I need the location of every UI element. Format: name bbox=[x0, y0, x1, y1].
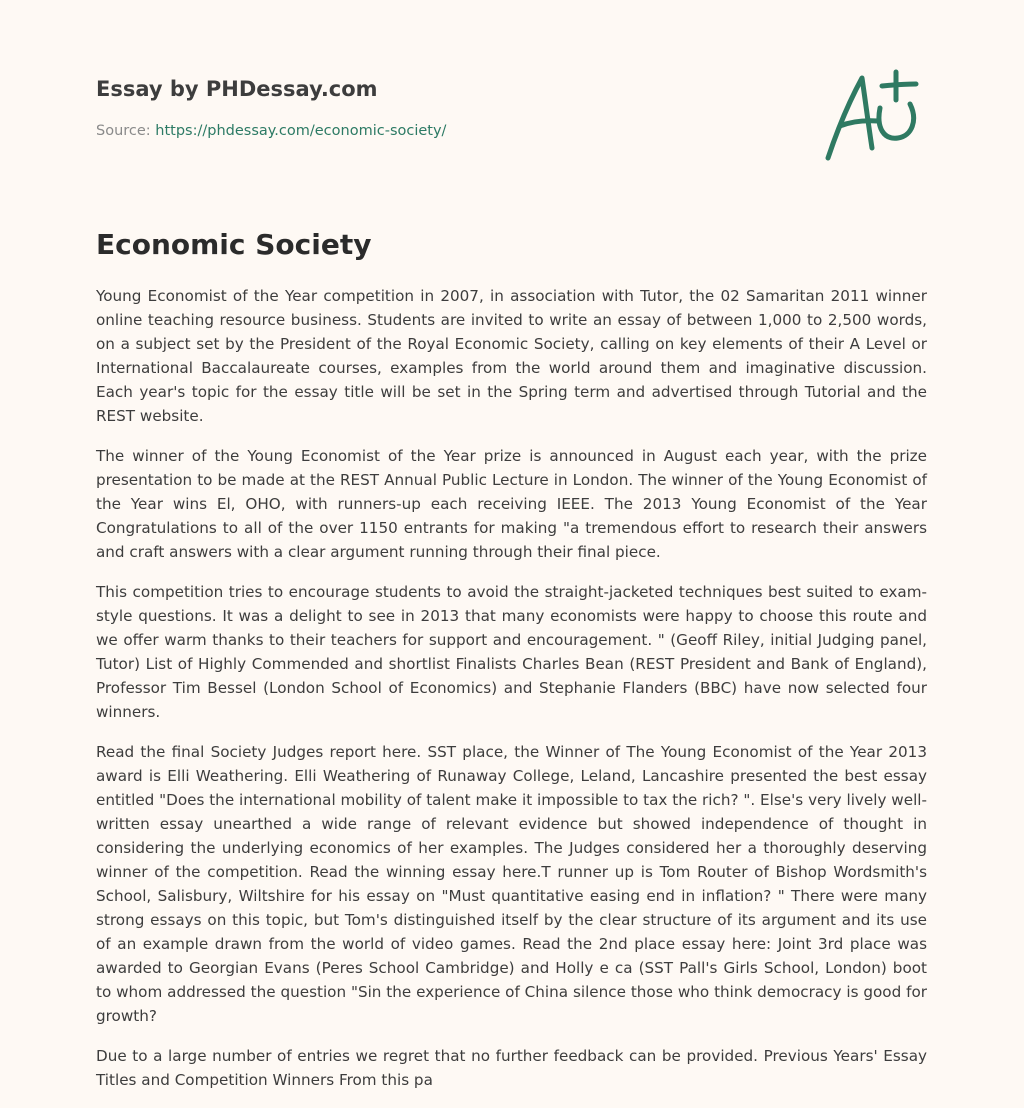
paragraph: Read the final Society Judges report here. SST place, the Winner of The Young Economist of the Year 2013 award is Elli Weathering. Elli Weathering of Runaway College, Leland, Lancashire presented the best essay entitled "Does the international mobility of talent make it impossible to tax the rich? ". Else's very lively well-written essay unearthed a wide range of relevant evidence but showed independence of thought in considering the underlying economics of her examples. The Judges considered her a thoroughly deserving winner of the competition. Read the winning essay here.T runner up is Tom Router of Bishop Wordsmith's School, Salisbury, Wiltshire for his essay on "Must quantitative easing end in inflation? " There were many strong essays on this topic, but Tom's distinguished itself by the clear structure of its argument and its use of an example drawn from the world of video games. Read the 2nd place essay here: Joint 3rd place was awarded to Georgian Evans (Peres School Cambridge) and Holly e ca (SST Pall's Girls School, London) boot to whom addressed the question "Sin the experience of China silence those who think democracy is good for growth? bbox=[96, 743, 927, 1025]
article-body bbox=[96, 284, 927, 1108]
page-header bbox=[96, 74, 936, 141]
paragraph: This competition tries to encourage students to avoid the straight-jacketed techniques best suited to exam-style questions. It was a delight to see in 2013 that many economists were happy to choose this route and we offer warm thanks to their teachers for support and encouragement. " (Geoff Riley, initial Judging panel, Tutor) List of Highly Commended and shortlist Finalists Charles Bean (REST President and Bank of England), Professor Tim Bessel (London School of Economics) and Stephanie Flanders (BBC) have now selected four winners. bbox=[96, 583, 927, 721]
source-link[interactable]: https://phdessay.com/economic-society/ bbox=[155, 123, 447, 139]
paragraph: The winner of the Young Economist of the Year prize is announced in August each year, with the prize presentation to be made at the REST Annual Public Lecture in London. The winner of the Young Economist of the Year wins El, OHO, with runners-up each receiving IEEE. The 2013 Young Economist of the Year Congratulations to all of the over 1150 entrants for making "a tremendous effort to research their answers and craft answers with a clear argument running through their final piece. bbox=[96, 447, 927, 561]
paragraph: Due to a large number of entries we regret that no further feedback can be provided. Previous Years' Essay Titles and Competition Winners From this pa bbox=[96, 1047, 927, 1089]
source-line bbox=[96, 121, 936, 141]
paragraph: Young Economist of the Year competition in 2007, in association with Tutor, the 02 Samaritan 2011 winner online teaching resource business. Students are invited to write an essay of between 1,000 to 2,500 words, on a subject set by the President of the Royal Economic Society, calling on key elements of their A Level or International Baccalaureate courses, examples from the world around them and imaginative discussion. Each year's topic for the essay title will be set in the Spring term and advertised through Tutorial and the REST website. bbox=[96, 287, 927, 425]
site-title: Essay by PHDessay.com bbox=[96, 77, 378, 101]
source-label: Source: bbox=[96, 123, 156, 139]
article-title: Economic Society bbox=[96, 228, 372, 261]
a-plus-grade-icon bbox=[818, 66, 930, 166]
